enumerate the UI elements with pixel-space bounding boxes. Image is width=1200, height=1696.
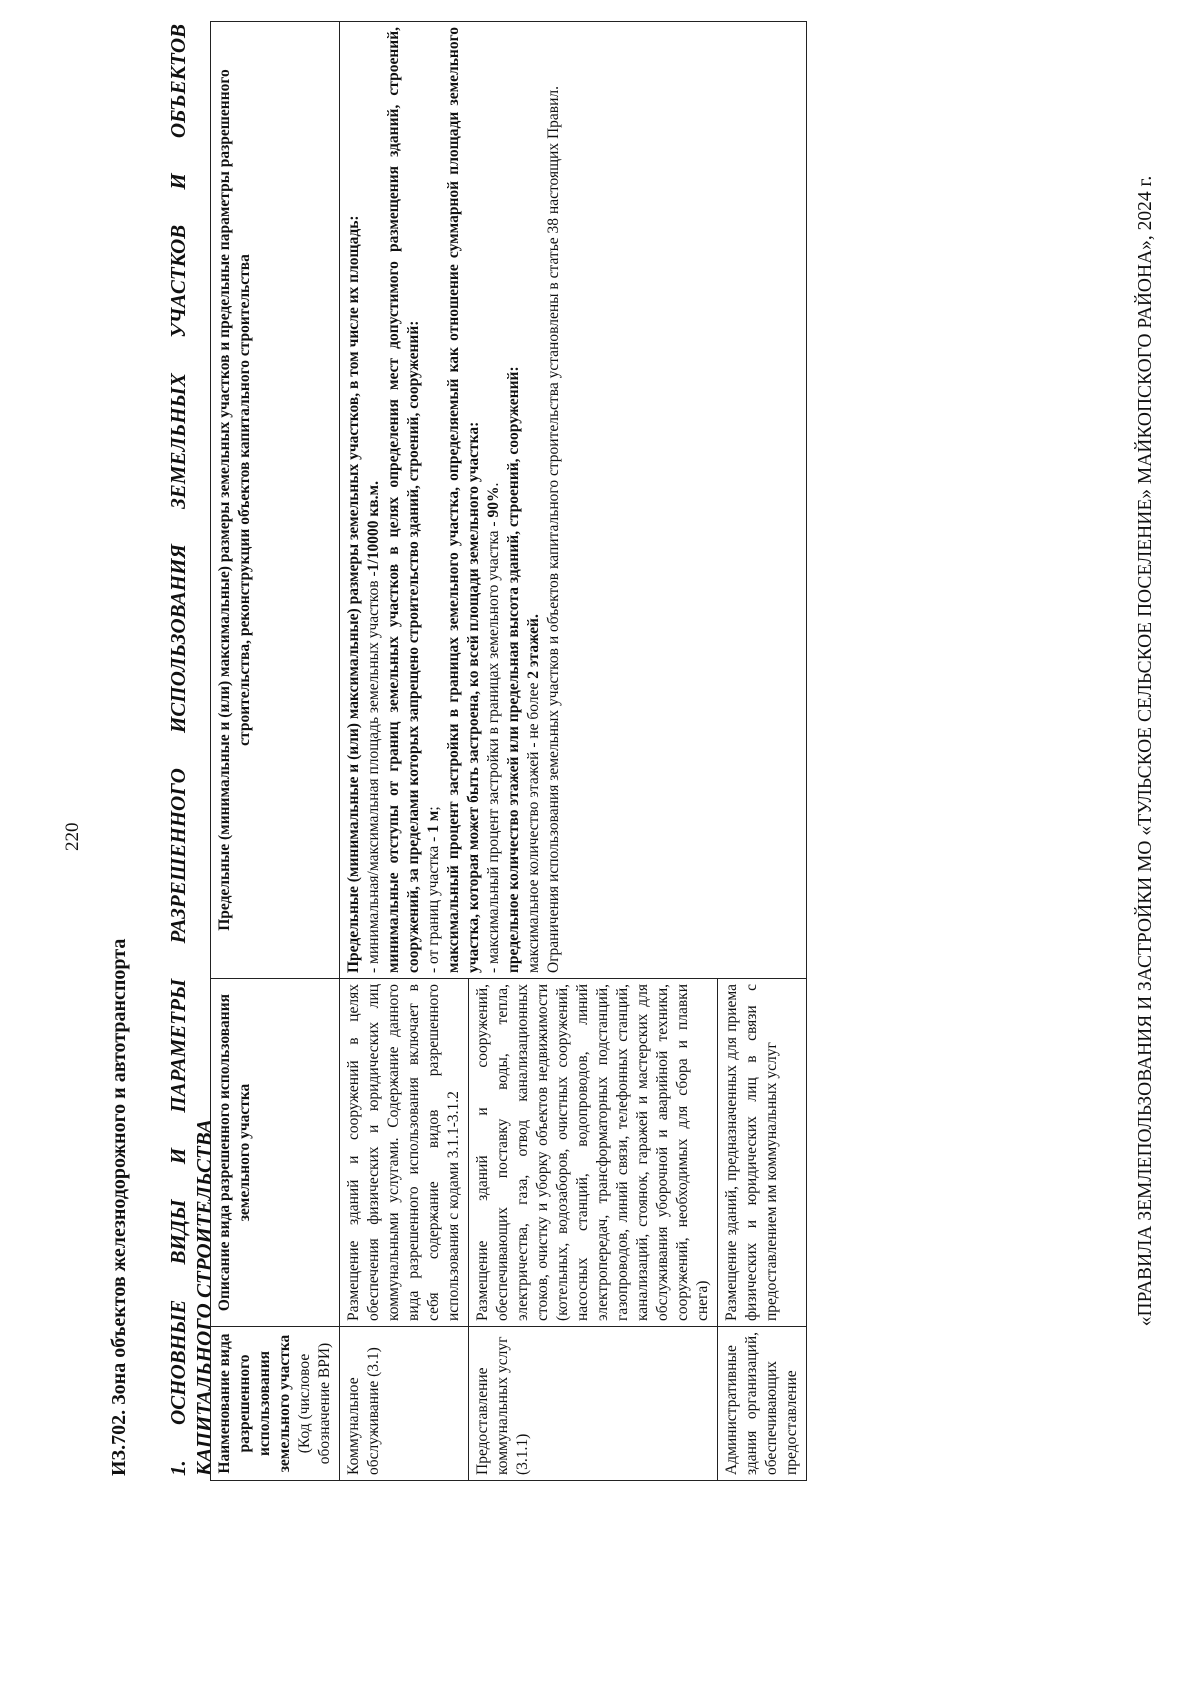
params-cell [340,22,807,979]
row-name-cell: Административные здания организаций, обеспечивающих предоставление [718,1327,807,1481]
row-description-cell: Размещение зданий, предназначенных для приема физических и юридических лиц в связи с предоставлением им коммунальных услуг [718,979,807,1327]
param-area-value: 1/10000 кв.м. [365,481,382,572]
section-title-line1: 1. ОСНОВНЫЕ ВИДЫ И ПАРАМЕТРЫ РАЗРЕШЕННОГО ИСПОЛЬЗОВАНИЯ ЗЕМЕЛЬНЫХ УЧАСТКОВ И ОБЪЕКТОВ [166,24,190,1476]
param-area-heading: Предельные (минимальные и (или) максимальные) размеры земельных участков, в том числе их площадь: [345,215,362,973]
header-description-cell: Описание вида разрешенного использования земельного участка [211,979,340,1327]
row-name-cell: Коммунальное обслуживание (3.1) [340,1327,469,1481]
param-floors-text: максимальное количество этажей - не более [525,682,542,973]
param-floors-value: 2 этажей. [525,614,542,679]
header-name-bold: Наименование вида разрешенного использования земельного участка [216,1333,293,1474]
param-restrictions: Ограничения использования земельных участков и объектов капитального строительства установлены в статье 38 настоящих Правил. [545,85,562,973]
param-area-text: - минимальная/максимальная площадь земельных участков - [365,571,382,973]
param-setback-line [424,27,444,973]
row-description-cell: Размещение зданий и сооружений в целях обеспечения физических и юридических лиц коммунальными услугами. Содержание данного вида разрешенного использования включает в себя содержание видов разрешенного использования с кодами 3.1.1-3.1.2 [340,979,469,1327]
footer: «ПРАВИЛА ЗЕМЛЕПОЛЬЗОВАНИЯ И ЗАСТРОЙКИ МО «ТУЛЬСКОЕ СЕЛЬСКОЕ ПОСЕЛЕНИЕ» МАЙКОПСКОГО РАЙОНА», 2024 г. [1135,175,1156,1327]
table-row [340,22,469,1481]
section-title-line2: КАПИТАЛЬНОГО СТРОИТЕЛЬСТВА [192,1118,216,1476]
page-number: 220 [62,822,83,851]
header-params-cell: Предельные (минимальные и (или) максимальные) размеры земельных участков и предельные параметры разрешенного строительства, реконструкции объектов капитального строительства [211,22,340,979]
param-setback-value: 1 м [425,810,442,833]
param-coverage-line [484,27,504,973]
zone-title: ИЗ.702. Зона объектов железнодорожного и автотранспорта [108,938,130,1476]
param-setback-heading: минимальные отступы от границ земельных участков в целях определения мест допустимого размещения зданий, строений, сооружений, за пределами которых запрещено строительство зданий, строений, сооружений: [385,27,422,973]
header-name-cell [211,1327,340,1481]
regulations-table [210,21,807,1481]
param-setback-end: ; [425,806,442,811]
param-coverage-value: 90% [485,486,502,518]
param-floors-heading: предельное количество этажей или предельная высота зданий, строений, сооружений: [505,366,522,973]
param-floors-line [524,27,544,973]
row-name-cell: Предоставление коммунальных услуг (3.1.1) [469,1327,718,1481]
row-description-cell: Размещение зданий и сооружений, обеспечивающих поставку воды, тепла, электричества, газа, отвод канализационных стоков, очистку и уборку объектов недвижимости (котельных, водозаборов, очистных сооружений, насосных станций, водопроводов, линий электропередач, трансформаторных подстанций, газопроводов, линий связи, телефонных станций, канализаций, стоянок, гаражей и мастерских для обслуживания уборочной и аварийной техники, сооружений, необходимых для сбора и плавки снега) [469,979,718,1327]
param-area-line [364,27,384,973]
param-setback-text: - от границ участка - [425,836,442,973]
param-coverage-text: - максимальный процент застройки в границах земельного участка - [485,521,502,973]
param-coverage-heading: максимальный процент застройки в границах земельного участка, определяемый как отношение суммарной площади земельного участка, которая может быть застроена, ко всей площади земельного участка: [445,27,482,973]
header-name-code: (Код (числовое обозначение ВРИ) [296,1342,333,1465]
param-coverage-end: . [485,482,502,487]
table-header-row [211,22,340,1481]
